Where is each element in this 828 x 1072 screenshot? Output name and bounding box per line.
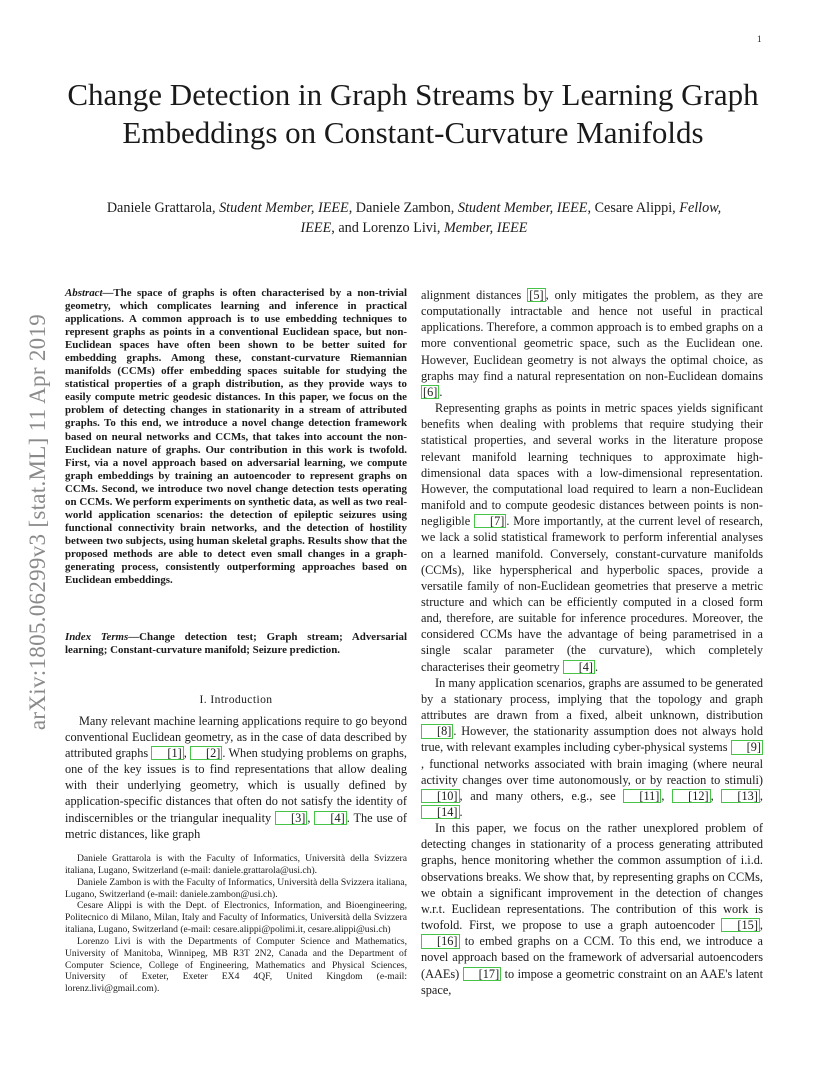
- citation-link[interactable]: [11]: [623, 789, 661, 803]
- footnote: Daniele Zambon is with the Faculty of Informatics, Università della Svizzera italiana, Lugano, Switzerland (e-mail: daniele.zambon@usi.ch).: [65, 876, 407, 900]
- citation-link[interactable]: [7]: [474, 514, 506, 528]
- author-list: Daniele Grattarola, Student Member, IEEE, Daniele Zambon, Student Member, IEEE, Cesare Alippi, Fellow, IEEE, and Lorenzo Livi, Member, IEEE: [106, 200, 722, 236]
- citation-link[interactable]: [5]: [529, 288, 544, 302]
- citation-link[interactable]: [6]: [423, 384, 438, 399]
- index-terms-label: Index Terms: [65, 631, 129, 643]
- index-terms-text: —Change detection test; Graph stream; Adversarial learning; Constant-curvature manifold; Seizure prediction.: [65, 631, 407, 657]
- footnote: Cesare Alippi is with the Dept. of Electronics, Information, and Bioengineering, Politecnico di Milano, Milan, Italy and Faculty of Informatics, Università della Svizzera italiana, Lugano, Switzerland (e-mail: cesare.alippi@polimi.it, cesare.alippi@usi.ch): [65, 900, 407, 936]
- section-heading: I. Introduction: [199, 693, 273, 706]
- body-paragraph: alignment distances [5] , only mitigates the problem, as they are computationally intractable and hence not useful in practical applications. Therefore, a common approach is to embed graphs on a more conventional geometric space, such as the Euclidean one. However, Euclidean geometry is not always the optimal choice, as graphs may find a natural representation on non-Euclidean domains [6] .: [421, 288, 763, 399]
- body-paragraph: In many application scenarios, graphs are assumed to be generated by a stationary process, implying that the topology and graph attributes are drawn from a fixed, albeit unknown, distribution [8] . However, the stationarity assumption does not always hold true, with relevant examples including cyber-physical systems [9], functional networks associated with brain imaging (where neural activity changes over time autonomously, or by reaction to stimuli) [10] , and many others, e.g., see [11] , [12] , [13] , [14] .: [421, 675, 763, 819]
- citation-link[interactable]: [14]: [421, 805, 460, 819]
- citation-link[interactable]: [8]: [421, 724, 453, 738]
- arxiv-identifier: arXiv:1805.06299v3 [stat.ML] 11 Apr 2019: [25, 313, 50, 731]
- citation-link[interactable]: [13]: [721, 789, 760, 803]
- footnote: Lorenzo Livi is with the Departments of Computer Science and Mathematics, University of Manitoba, Winnipeg, MB R3T 2N2, Canada and the Department of Computer Science, College of Engineering, Mathematics and Physical Sciences, University of Exeter, Exeter EX4 4QF, United Kingdom (e-mail: lorenz.livi@gmail.com).: [65, 935, 407, 995]
- abstract-text: —The space of graphs is often characterised by a non-trivial geometry, which complicates learning and inference in practical applications. A common approach is to use embedding techniques to represent graphs as points in a conventional Euclidean space, but non-Euclidean spaces have often been shown to be better suited for embedding graphs. Among these, constant-curvature Riemannian manifolds (CCMs) offer embedding spaces suitable for studying the statistical properties of a graph distribution, as they provide ways to easily compute metric geodesic distances. In this paper, we focus on the problem of detecting changes in stationarity in a stream of attributed graphs. To this end, we introduce a novel change detection framework based on neural networks and CCMs, that takes into account the non-Euclidean nature of graphs. Our contribution in this work is twofold. First, via a novel approach based on adversarial learning, we compute graph embeddings by training an autoencoder to represent graphs on CCMs. Second, we introduce two novel change detection tests operating on CCMs. We perform experiments on synthetic data, as well as two real-world application scenarios: the detection of epileptic seizures using functional connectivity brain networks, and the detection of hostility between two subjects, using human skeletal graphs. Results show that the proposed methods are able to detect even small changes in a graph-generating process, consistently outperforming approaches based on Euclidean embeddings.: [65, 287, 407, 587]
- citation-link[interactable]: [4]: [563, 660, 595, 674]
- intro-paragraph: Many relevant machine learning applications require to go beyond conventional Euclidean geometry, as in the case of data described by attributed graphs [1] , [2] . When studying problems on graphs, one of the key issues is to find representations that allow dealing with their underlying geometry, which is usually defined by application-specific distances that often do not satisfy the identity of indiscernibles or the triangular inequality [3] , [4] . The use of metric distances, like graph: [65, 714, 407, 841]
- page-number: 1: [757, 34, 762, 44]
- right-column: [421, 287, 763, 998]
- citation-link[interactable]: [17]: [463, 967, 502, 981]
- paper-title: Change Detection in Graph Streams by Learning Graph Embeddings on Constant-Curvature Manifolds: [67, 77, 759, 150]
- citation-link[interactable]: [15]: [721, 918, 760, 932]
- footnote: Daniele Grattarola is with the Faculty of Informatics, Università della Svizzera italiana, Lugano, Switzerland (e-mail: daniele.grattarola@usi.ch).: [65, 853, 407, 876]
- citation-link[interactable]: [9]: [731, 740, 763, 754]
- abstract: [65, 287, 407, 587]
- footnotes: [65, 853, 407, 995]
- citation-link[interactable]: [10]: [421, 789, 460, 803]
- citation-link[interactable]: [16]: [421, 934, 460, 948]
- body-paragraph: In this paper, we focus on the rather unexplored problem of detecting changes in stationarity of a process generating attributed graphs, hence monitoring whether the common assumption of i.i.d. observations breaks. We show that, by representing graphs on CCMs, we obtain a significant improvement in the detection of changes w.r.t. Euclidean representations. The contribution of this work is twofold. First, we propose to use a graph autoencoder [15] , [16] to embed graphs on a CCM. To this end, we introduce a novel approach based on the framework of adversarial autoencoders (AAEs) [17] to impose a geometric constraint on an AAE's latent space,: [421, 821, 763, 997]
- citation-link[interactable]: [3]: [275, 811, 307, 825]
- citation-link[interactable]: [4]: [314, 811, 346, 825]
- citation-link[interactable]: [2]: [190, 746, 222, 760]
- citation-link[interactable]: [1]: [151, 746, 183, 760]
- abstract-label: Abstract: [65, 287, 103, 299]
- citation-link[interactable]: [12]: [672, 789, 711, 803]
- index-terms: [65, 631, 407, 657]
- body-paragraph: Representing graphs as points in metric spaces yields significant benefits when dealing with problems that require studying their statistical properties, and several works in the literature propose relevant manifold learning techniques to approximate high-dimensional data spaces with a low-dimensional representation. However, the computational load required to learn a non-Euclidean manifold and to compute geodesic distances between points is non-negligible [7] . More importantly, at the current level of research, we lack a solid statistical framework to perform inferential analyses on a learned manifold. Conversely, constant-curvature manifolds (CCMs), like hyperspherical and hyperbolic spaces, provide a versatile family of non-Euclidean geometries that preserve a metric structure and which can be efficiently computed in a closed form and, therefore, are suitable for inference procedures. Moreover, the considered CCMs have the advantage of being parametrised in a single scalar parameter (the curvature), which completely characterises their geometry [4] .: [421, 401, 764, 674]
